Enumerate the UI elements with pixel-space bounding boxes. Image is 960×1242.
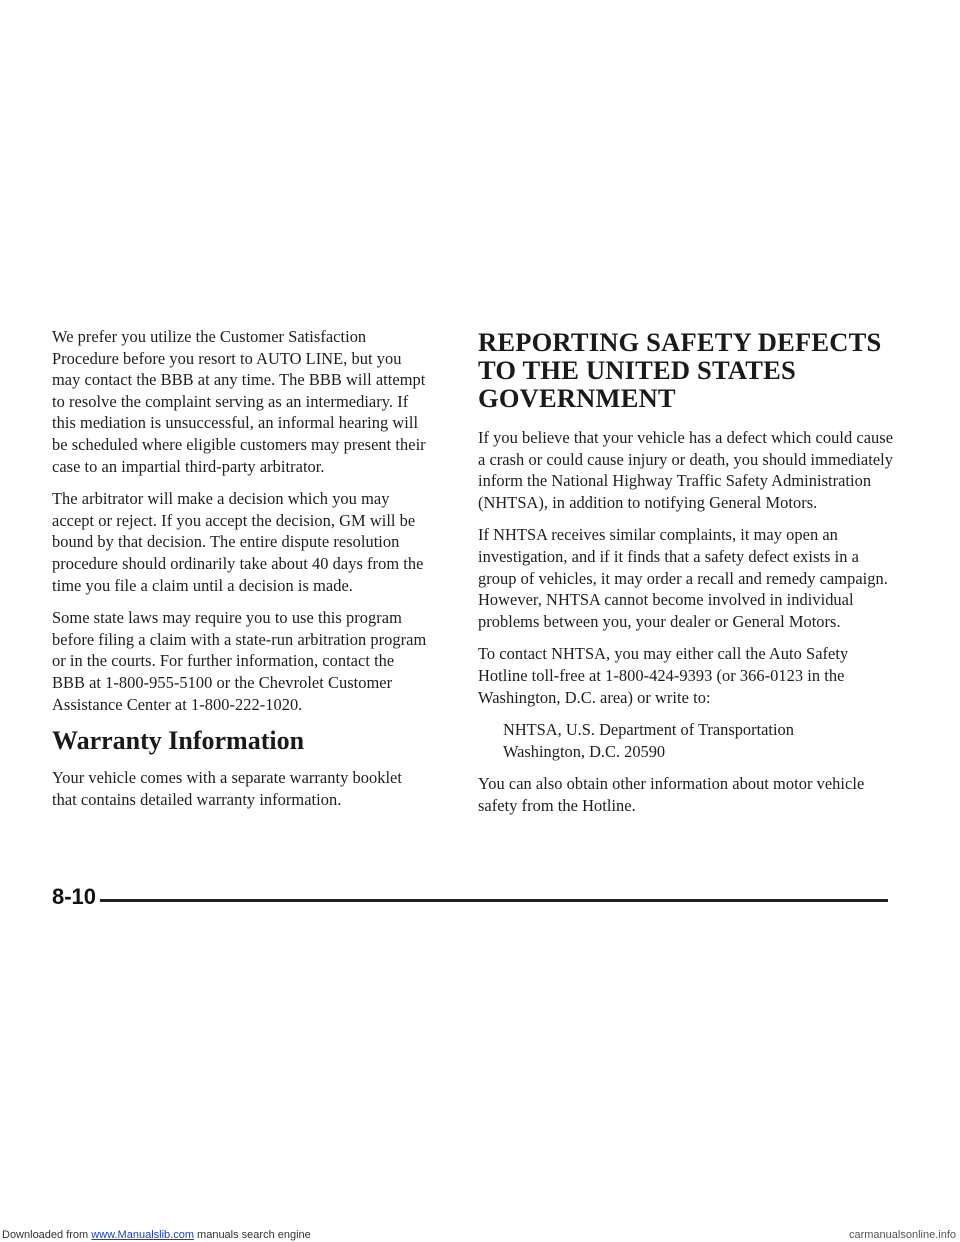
paragraph-warranty: Your vehicle comes with a separate warranty booklet that contains detailed warranty information.	[52, 768, 402, 809]
watermark-text: carmanualsonline.info	[848, 1229, 956, 1241]
download-source	[2, 1228, 311, 1242]
paragraph-arbitrator: The arbitrator will make a decision which you may accept or reject. If you accept the decision, GM will be bound by that decision. The entire dispute resolution procedure should ordinarily take about 40 days from the time you file a claim until a decision is made.	[52, 489, 424, 595]
paragraph-state-laws: Some state laws may require you to use this program before filing a claim with a state-run arbitration program or in the courts. For further information, contact the BBB at 1-800-955-5100 or the Chevrolet Customer Assistance Center at 1-800-222-1020.	[52, 608, 427, 714]
download-footer	[0, 1228, 960, 1242]
paragraph-nhtsa-investigation: If NHTSA receives similar complaints, it may open an investigation, and if it finds that a safety defect exists in a group of vehicles, it may order a recall and remedy campaign. However, NHTSA cannot become involved in individual problems between you, your dealer or General Motors.	[478, 525, 888, 631]
paragraph-defect-report: If you believe that your vehicle has a defect which could cause a crash or could cause injury or death, you should immediately inform the National Highway Traffic Safety Administration (NHTSA), in addition to notifying General Motors.	[478, 428, 894, 512]
paragraph-contact-nhtsa: To contact NHTSA, you may either call the Auto Safety Hotline toll-free at 1-800-424-9393 (or 366-0123 in the Washington, D.C. area) or write to:	[478, 644, 849, 707]
manualslib-link[interactable]: www.Manualslib.com	[91, 1229, 194, 1241]
safety-defects-heading: REPORTING SAFETY DEFECTS TO THE UNITED STATES GOVERNMENT	[478, 327, 882, 413]
left-column	[52, 326, 428, 821]
paragraph-customer-satisfaction: We prefer you utilize the Customer Satisfaction Procedure before you resort to AUTO LINE, but you may contact the BBB at any time. The BBB will attempt to resolve the complaint serving as an intermediary. If this mediation is unsuccessful, an informal hearing will be scheduled where eligible customers may present their case to an impartial third-party arbitrator.	[52, 327, 426, 476]
address-line-1: NHTSA, U.S. Department of Transportation	[503, 720, 794, 740]
address-line-2: Washington, D.C. 20590	[503, 741, 666, 761]
page-number: 8-10	[52, 884, 97, 909]
paragraph-hotline-info: You can also obtain other information about motor vehicle safety from the Hotline.	[478, 774, 865, 815]
download-prefix: Downloaded from	[2, 1229, 92, 1241]
nhtsa-address	[503, 719, 898, 762]
right-column	[478, 328, 898, 828]
download-suffix: manuals search engine	[193, 1229, 311, 1241]
warranty-heading: Warranty Information	[52, 726, 305, 756]
footer-rule	[100, 899, 888, 902]
